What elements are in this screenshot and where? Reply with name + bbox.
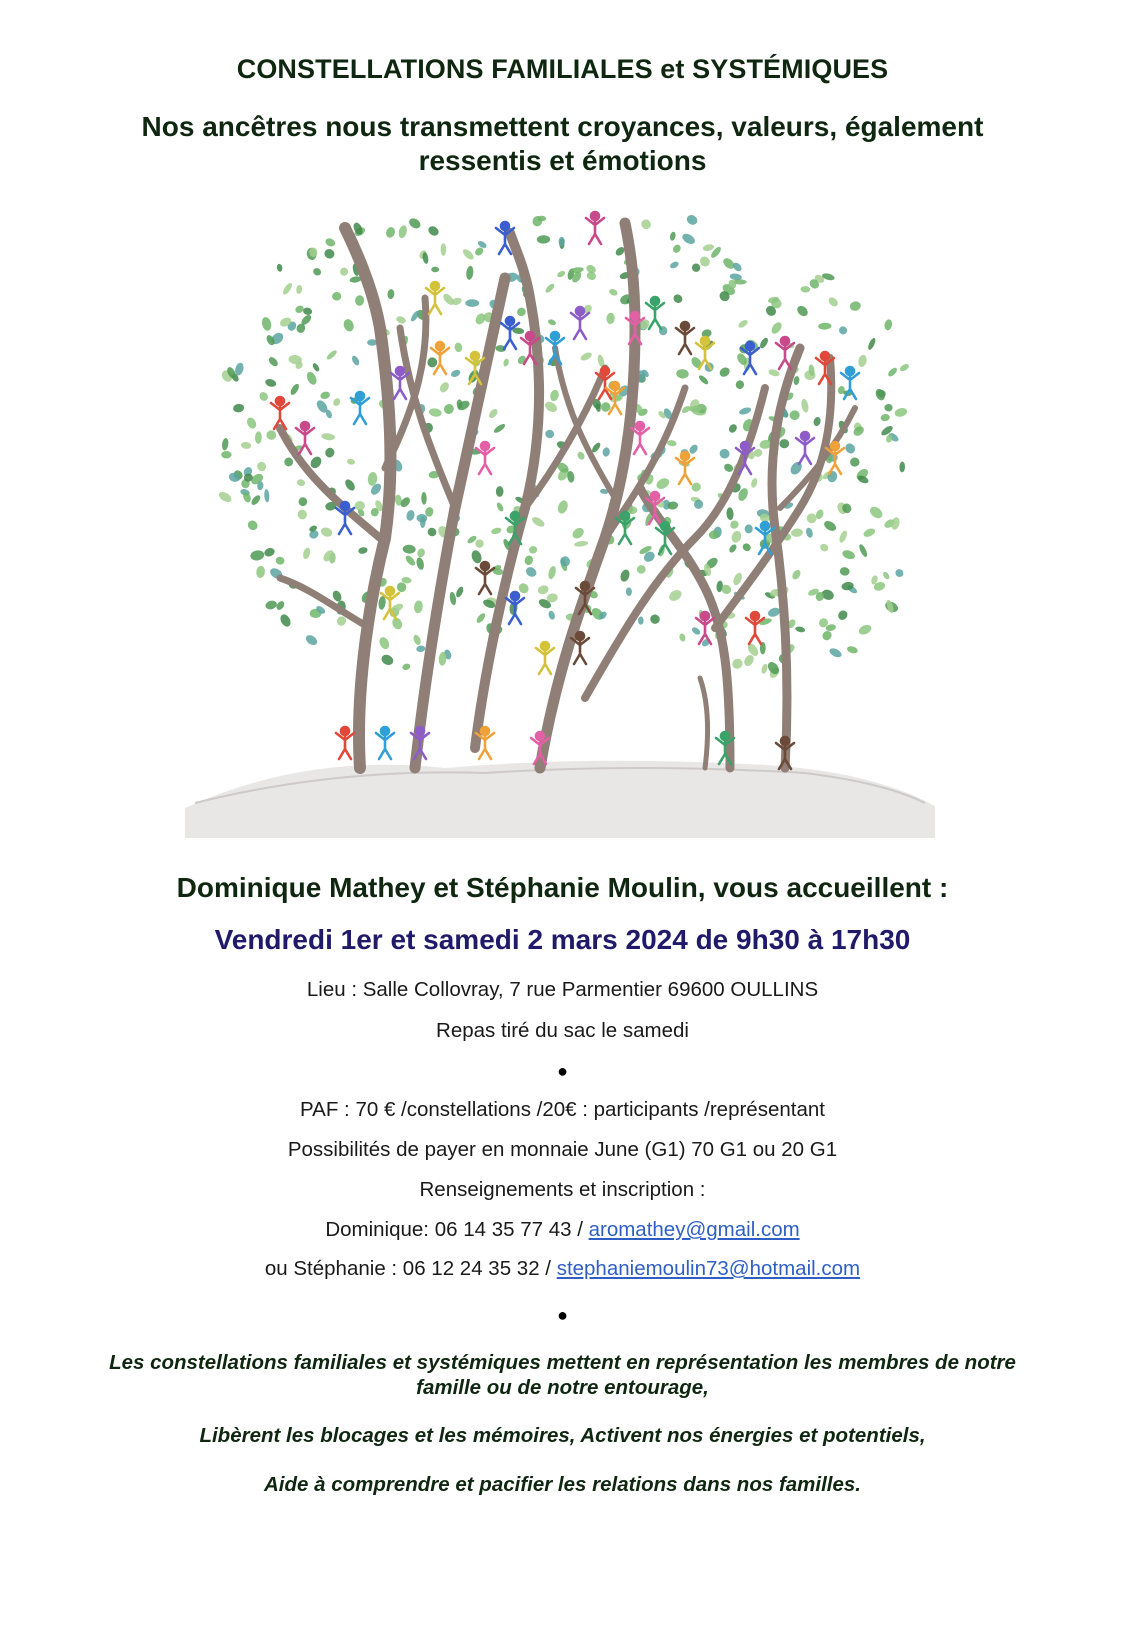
description-paragraph-1 — [55, 1350, 1070, 1400]
price-info: PAF : 70 € /constellations /20€ : participants /représentant — [300, 1098, 825, 1121]
email-link-dominique[interactable]: aromathey@gmail.com — [588, 1218, 800, 1241]
bullet-separator-1: ● — [557, 1061, 568, 1081]
hosts-heading: Dominique Mathey et Stéphanie Moulin, vous accueillent : — [176, 872, 949, 903]
flyer-title: CONSTELLATIONS FAMILIALES et SYSTÉMIQUES — [236, 54, 889, 84]
contact-dominique — [0, 1218, 1125, 1242]
bullet-separator-2: ● — [557, 1305, 568, 1325]
description-line-1a: Les constellations familiales et systémiques mettent en représentation les membres de notre — [109, 1351, 1016, 1374]
subtitle-line-1: Nos ancêtres nous transmettent croyances, valeurs, également — [141, 111, 984, 142]
ground-shading — [185, 761, 935, 838]
meal-note: Repas tiré du sac le samedi — [436, 1019, 689, 1042]
description-line-1b: famille ou de notre entourage, — [416, 1376, 709, 1399]
event-location: Lieu : Salle Collovray, 7 rue Parmentier 69600 OULLINS — [306, 978, 819, 1001]
contact-stephanie — [0, 1257, 1125, 1281]
family-trees-drawing-icon — [185, 208, 935, 838]
subtitle-line-2: ressentis et émotions — [418, 145, 707, 176]
description-paragraph-2: Libèrent les blocages et les mémoires, Activent nos énergies et potentiels, — [199, 1424, 926, 1447]
tree-trunks — [280, 223, 855, 768]
payment-info: Possibilités de payer en monnaie June (G1) 70 G1 ou 20 G1 — [287, 1138, 838, 1161]
email-link-stephanie[interactable]: stephaniemoulin73@hotmail.com — [556, 1257, 861, 1280]
contact-stephanie-phone: ou Stéphanie : 06 12 24 35 32 / — [264, 1257, 557, 1280]
event-dates: Vendredi 1er et samedi 2 mars 2024 de 9h30 à 17h30 — [214, 924, 911, 955]
description-paragraph-3: Aide à comprendre et pacifier les relations dans nos familles. — [264, 1473, 861, 1496]
flyer-subtitle — [90, 110, 1035, 178]
contact-dominique-phone: Dominique: 06 14 35 77 43 / — [325, 1218, 589, 1241]
registration-heading: Renseignements et inscription : — [419, 1178, 706, 1201]
